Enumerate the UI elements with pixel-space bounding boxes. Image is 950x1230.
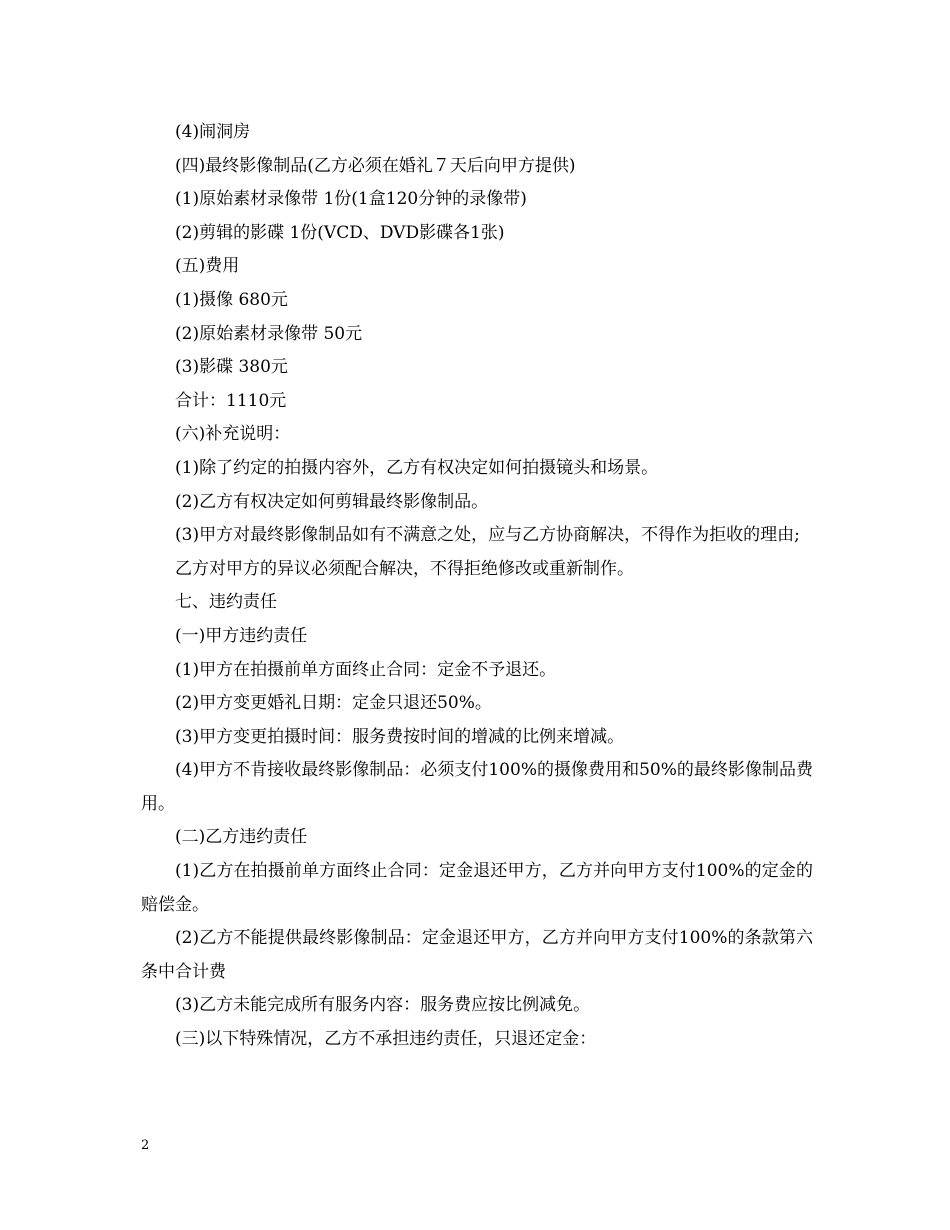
- paragraph: (4)闹洞房: [175, 122, 251, 142]
- paragraph: (2)乙方不能提供最终影像制品：定金退还甲方，乙方并向甲方支付100%的条款第六条中合计费: [141, 928, 813, 982]
- paragraph: (2)甲方变更婚礼日期：定金只退还50%。: [175, 693, 492, 714]
- paragraph: (3)甲方对最终影像制品如有不满意之处，应与乙方协商解决，不得作为拒收的理由;: [175, 525, 800, 546]
- section-heading: (四)最终影像制品(乙方必须在婚礼７天后向甲方提供): [175, 155, 576, 176]
- document-body: [141, 116, 813, 1057]
- paragraph: (2)原始素材录像带 50元: [175, 323, 363, 344]
- paragraph: (2)剪辑的影碟 1份(VCD、DVD影碟各1张): [175, 222, 505, 243]
- section-heading: (一)甲方违约责任: [175, 625, 308, 646]
- total-line: 合计：1110元: [175, 390, 287, 411]
- paragraph: (1)摄像 680元: [175, 289, 288, 310]
- paragraph: (1)甲方在拍摄前单方面终止合同：定金不予退还。: [175, 659, 557, 680]
- paragraph: (3)乙方未能完成所有服务内容：服务费应按比例减免。: [175, 995, 591, 1016]
- paragraph: (3)影碟 380元: [175, 357, 288, 378]
- paragraph: 乙方对甲方的异议必须配合解决，不得拒绝修改或重新制作。: [175, 558, 634, 579]
- section-heading: (五)费用: [175, 256, 240, 277]
- page-number: 2: [141, 1138, 150, 1153]
- chapter-heading: 七、违约责任: [175, 592, 277, 613]
- paragraph: (4)甲方不肯接收最终影像制品：必须支付100%的摄像费用和50%的最终影像制品费用。: [141, 760, 813, 814]
- section-heading: (二)乙方违约责任: [175, 827, 308, 848]
- paragraph: (1)原始素材录像带 1份(1盒120分钟的录像带): [175, 189, 527, 210]
- section-heading: (六)补充说明：: [175, 424, 291, 445]
- paragraph: (1)乙方在拍摄前单方面终止合同：定金退还甲方，乙方并向甲方支付100%的定金的赔偿金。: [141, 861, 813, 915]
- paragraph: (1)除了约定的拍摄内容外，乙方有权决定如何拍摄镜头和场景。: [175, 457, 659, 478]
- paragraph: (2)乙方有权决定如何剪辑最终影像制品。: [175, 491, 489, 512]
- paragraph: (3)甲方变更拍摄时间：服务费按时间的增减的比例来增减。: [175, 726, 625, 747]
- section-heading: (三)以下特殊情况，乙方不承担违约责任，只退还定金：: [175, 1029, 597, 1050]
